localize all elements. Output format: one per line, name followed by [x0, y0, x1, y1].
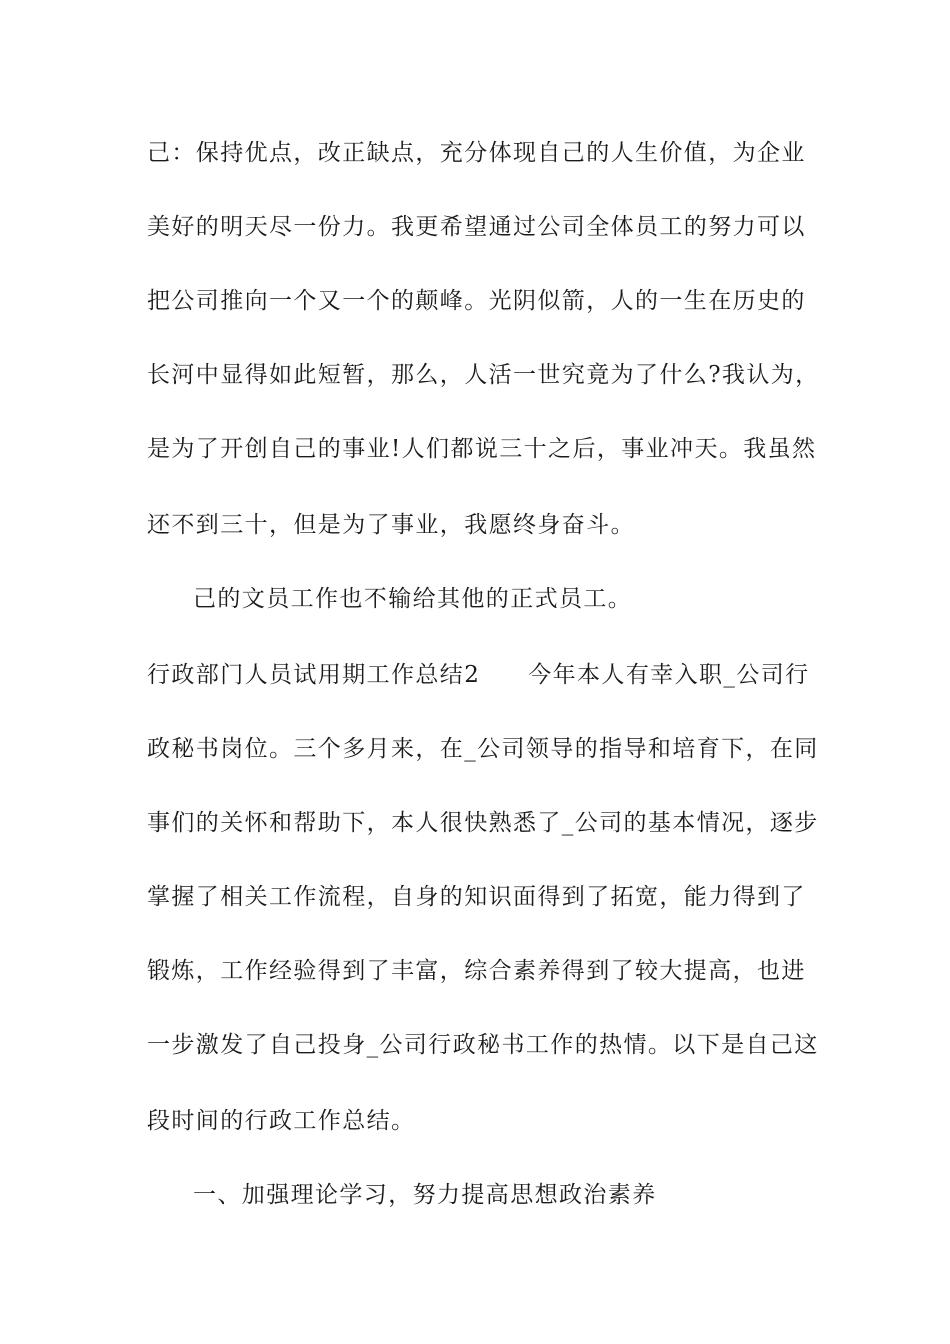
paragraph-text: 今年本人有幸入职_公司行: [528, 662, 810, 688]
paragraph-line: 一步激发了自己投身_公司行政秘书工作的热情。以下是自己这: [147, 1032, 819, 1058]
paragraph-line: 把公司推向一个又一个的颠峰。光阴似箭，人的一生在历史的: [147, 288, 806, 314]
paragraph-line: 政秘书岗位。三个多月来，在_公司领导的指导和培育下，在同: [147, 736, 819, 762]
section-title: 行政部门人员试用期工作总结2: [147, 662, 481, 688]
paragraph-line: 事们的关怀和帮助下，本人很快熟悉了_公司的基本情况，逐步: [147, 810, 819, 836]
paragraph-line: 长河中显得如此短暂，那么，人活一世究竟为了什么?我认为，: [147, 362, 820, 388]
paragraph-line: 还不到三十，但是为了事业，我愿终身奋斗。: [147, 512, 635, 538]
paragraph-line: 美好的明天尽一份力。我更希望通过公司全体员工的努力可以: [147, 214, 806, 240]
section-title-line: [147, 660, 810, 690]
paragraph-line: 锻炼，工作经验得到了丰富，综合素养得到了较大提高，也进: [147, 958, 806, 984]
paragraph-line: 己的文员工作也不输给其他的正式员工。: [193, 586, 633, 612]
paragraph-line: 段时间的行政工作总结。: [147, 1108, 416, 1134]
paragraph-line: 己：保持优点，改正缺点，充分体现自己的人生价值，为企业: [147, 140, 806, 166]
paragraph-line: 是为了开创自己的事业!人们都说三十之后，事业冲天。我虽然: [147, 436, 817, 462]
paragraph-line: 掌握了相关工作流程，自身的知识面得到了拓宽，能力得到了: [147, 884, 806, 910]
heading: 一、加强理论学习，努力提高思想政治素养: [193, 1182, 657, 1208]
